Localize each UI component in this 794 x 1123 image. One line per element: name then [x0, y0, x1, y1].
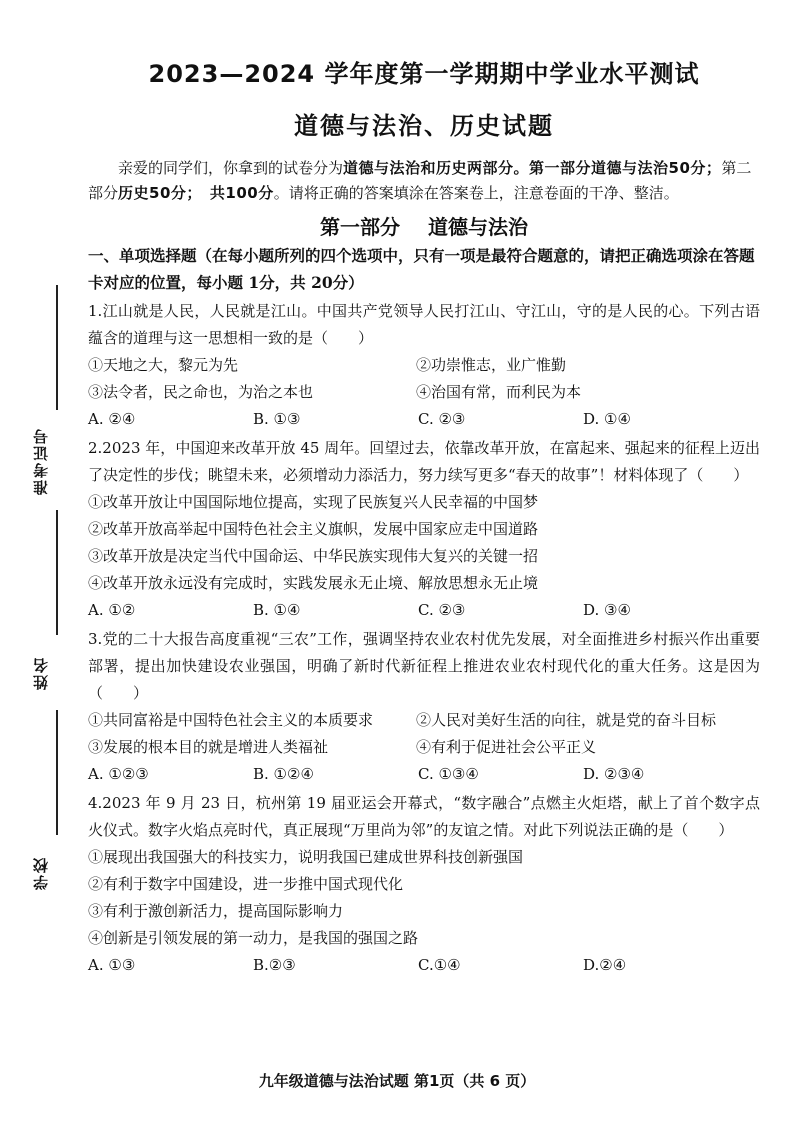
option-row [88, 734, 760, 761]
question-stem: 2.2023 年，中国迎来改革开放 45 周年。回望过去，依靠改革开放，在富起来、强起来的征程上迈出了决定性的步伐；眺望未来，必须增动力添活力，努力续写更多“春天的故事”！材料体现了（ ） [88, 439, 760, 484]
part-title-left: 第一部分 [320, 215, 400, 239]
question-stem: 3.党的二十大报告高度重视“三农”工作，强调坚持农业农村优先发展，对全面推进乡村振兴作出重要部署，提出加快建设农业强国，明确了新时代新征程上推进农业农村现代化的重大任务。这是因为（ ） [88, 630, 760, 702]
section-heading: 一、单项选择题（在每小题所列的四个选项中，只有一项是最符合题意的，请把正确选项涂在答题卡对应的位置，每小题 1分，共 20分） [88, 246, 755, 292]
answer-choice: D.②④ [583, 956, 627, 974]
question-1 [88, 298, 760, 433]
option-item: ①改革开放让中国国际地位提高，实现了民族复兴人民幸福的中国梦 [88, 493, 539, 511]
option-item: ④有利于促进社会公平正义 [416, 738, 597, 756]
answer-choice: D. ③④ [583, 601, 631, 619]
answer-choice: B.②③ [253, 956, 296, 974]
answer-choice: C. ②③ [418, 410, 466, 428]
question-2 [88, 435, 760, 624]
option-item: ④创新是引领发展的第一动力，是我国的强国之路 [88, 929, 419, 947]
binding-margin [30, 0, 70, 1123]
exam-subtitle: 道德与法治、历史试题 [294, 112, 554, 140]
answer-choice: A. ①③ [88, 956, 136, 974]
option-item: ③改革开放是决定当代中国命运、中华民族实现伟大复兴的关键一招 [88, 547, 539, 565]
question-3 [88, 626, 760, 788]
answer-choice: D. ②③④ [583, 765, 645, 783]
exam-title: 2023—2024 学年度第一学期期中学业水平测试 [148, 60, 700, 88]
exam-id-line [56, 285, 58, 410]
question-stem: 4.2023 年 9 月 23 日，杭州第 19 届亚运会开幕式，“数字融合”点燃主火炬塔，献上了首个数字点火仪式。数字火焰点亮时代，真正展现“万里尚为邻”的友谊之情。对此下列说法正确的是（ ） [88, 794, 760, 839]
intro-highlight-2: 历史50分； 共100分 [118, 184, 274, 202]
option-item: ①展现出我国强大的科技实力，说明我国已建成世界科技创新强国 [88, 848, 524, 866]
intro-paragraph [88, 156, 760, 206]
part-title-right: 道德与法治 [428, 215, 528, 239]
option-item: ④改革开放永远没有完成时，实践发展永无止境、解放思想永无止境 [88, 574, 539, 592]
option-item: ①天地之大，黎元为先 [88, 356, 239, 374]
name-line [56, 510, 58, 635]
option-row [88, 379, 760, 406]
option-item: ②功崇惟志，业广惟勤 [416, 356, 567, 374]
answer-choice: D. ①④ [583, 410, 631, 428]
page-footer: 九年级道德与法治试题 第1页（共 6 页） [258, 1072, 536, 1090]
option-item: ②有利于数字中国建设，进一步推中国式现代化 [88, 875, 404, 893]
school-label: 学校 [32, 856, 50, 890]
option-item: ②改革开放高举起中国特色社会主义旗帜，发展中国家应走中国道路 [88, 520, 539, 538]
option-item: ③发展的根本目的就是增进人类福祉 [88, 738, 329, 756]
answer-choice: A. ①②③ [88, 765, 149, 783]
question-4 [88, 790, 760, 979]
answer-row [88, 952, 760, 979]
option-item: ②人民对美好生活的向往，就是党的奋斗目标 [416, 711, 717, 729]
intro-text-1: 亲爱的同学们，你拿到的试卷分为 [118, 159, 344, 177]
intro-text-3: 。请将正确的答案填涂在答案卷上，注意卷面的干净、整洁。 [273, 184, 679, 202]
answer-choice: B. ①②④ [253, 765, 314, 783]
part-title [88, 212, 760, 242]
answer-row [88, 597, 760, 624]
intro-highlight-1: 道德与法治和历史两部分。第一部分道德与法治50分； [343, 159, 722, 177]
option-item: ③有利于激创新活力，提高国际影响力 [88, 902, 344, 920]
answer-choice: C. ②③ [418, 601, 466, 619]
answer-choice: A. ①② [88, 601, 136, 619]
answer-choice: C. ①③④ [418, 765, 479, 783]
intro-text-2: 第二部分 [88, 159, 752, 202]
exam-content [88, 54, 760, 979]
exam-id-label: 准考证号 [32, 427, 50, 495]
name-label: 姓名 [32, 656, 50, 690]
question-stem: 1.江山就是人民，人民就是江山。中国共产党领导人民打江山、守江山，守的是人民的心。下列古语蕴含的道理与这一思想相一致的是（ ） [88, 302, 760, 347]
answer-choice: B. ①③ [253, 410, 301, 428]
answer-choice: A. ②④ [88, 410, 136, 428]
option-item: ③法令者，民之命也，为治之本也 [88, 383, 314, 401]
option-item: ①共同富裕是中国特色社会主义的本质要求 [88, 711, 374, 729]
option-row [88, 707, 760, 734]
answer-row [88, 761, 760, 788]
answer-row [88, 406, 760, 433]
school-line [56, 710, 58, 835]
answer-choice: C.①④ [418, 956, 461, 974]
option-item: ④治国有常，而利民为本 [416, 383, 582, 401]
option-row [88, 352, 760, 379]
answer-choice: B. ①④ [253, 601, 301, 619]
